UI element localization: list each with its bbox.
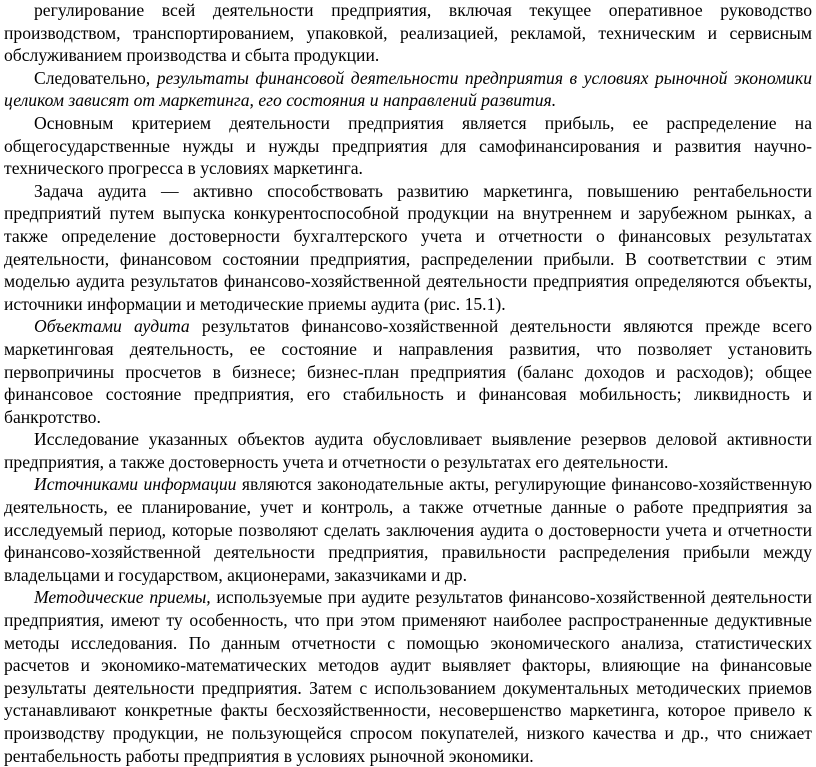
paragraph-audit-task [4,180,812,316]
text-run: регулирование всей деятельности предприятия, включая текущее оперативное руководство производством, транспортированием, упаковкой, реализацией, рекламой, техническим и сервисным обслуживанием производства и сбыта продукции. [4,0,812,66]
text-run: Задача аудита — активно способствовать развитию маркетинга, повышению рентабельности предприятий путем выпуска конкурентоспособной продукции на внутреннем и зарубежном рынках, а также определение достоверности бухгалтерского учета и отчетности о финансовых результатах деятельности, финансовом состоянии предприятия, распределении прибыли. В соответствии с этим моделью аудита результатов финансово-хозяйственной деятельности предприятия определяются объекты, источники информации и методические приемы аудита (рис. 15.1). [4,180,812,314]
paragraph-regulation [4,0,812,67]
paragraph-research [4,428,812,473]
paragraph-methodical-techniques [4,586,812,767]
text-run: являются законодательные акты, регулирующие финансово-хозяйственную деятельность, ее планирование, учет и контроль, а также отчетные данные о работе предприятия за исследуемый период, которые позволяют сделать заключения аудита о достоверности учета и отчетности финансово-хозяйственной деятельности предприятия, правильности распределения прибыли между владельцами и государством, акционерами, заказчиками и др. [4,474,812,585]
text-run: результатов финансово-хозяйственной деятельности являются прежде всего маркетинговая деятельность, ее состояние и направления развития, что позволяет установить первопричины просчетов в бизнесе; бизнес-план предприятия (баланс доходов и расходов); общее финансовое состояние предприятия, его стабильность и финансовая мобильность; ликвидность и банкротство. [4,316,812,427]
paragraph-information-sources [4,473,812,586]
text-run: Следовательно [34,67,146,88]
italic-text-run: , результаты финансовой деятельности предприятия в условиях рыночной экономики целиком зависят от маркетинга, его состояния и направлений развития. [4,67,812,111]
text-run: используемые при аудите результатов финансово-хозяйственной деятельности предприятия, имеют ту особенность, что при этом применяют наиболее распространенные дедуктивные методы исследования. По данным отчетности с помощью экономического анализа, статистических расчетов и экономико-математических методов аудит выявляет факторы, влияющие на финансовые результаты деятельности предприятия. Затем с использованием документальных методических приемов устанавливают конкретные факты бесхозяйственности, несовершенство маркетинга, которое привело к производству продукции, не пользующейся спросом покупателей, низкого качества и др., что снижает рентабельность работы предприятия в условиях рыночной экономики. [4,587,812,766]
text-run: Исследование указанных объектов аудита обусловливает выявление резервов деловой активности предприятия, а также достоверность учета и отчетности о результатах его деятельности. [4,429,812,472]
text-run: Основным критерием деятельности предприятия является прибыль, ее распределение на общегосударственные нужды и нужды предприятия для самофинансирования и развития научно-технического прогресса в условиях маркетинга. [4,112,812,179]
paragraph-main-criterion [4,112,812,180]
italic-term: Методические приемы, [34,587,211,608]
italic-term: Объектами аудита [34,316,190,337]
paragraph-conclusion [4,67,812,112]
italic-term: Источниками информации [34,474,237,495]
paragraph-audit-objects [4,315,812,428]
